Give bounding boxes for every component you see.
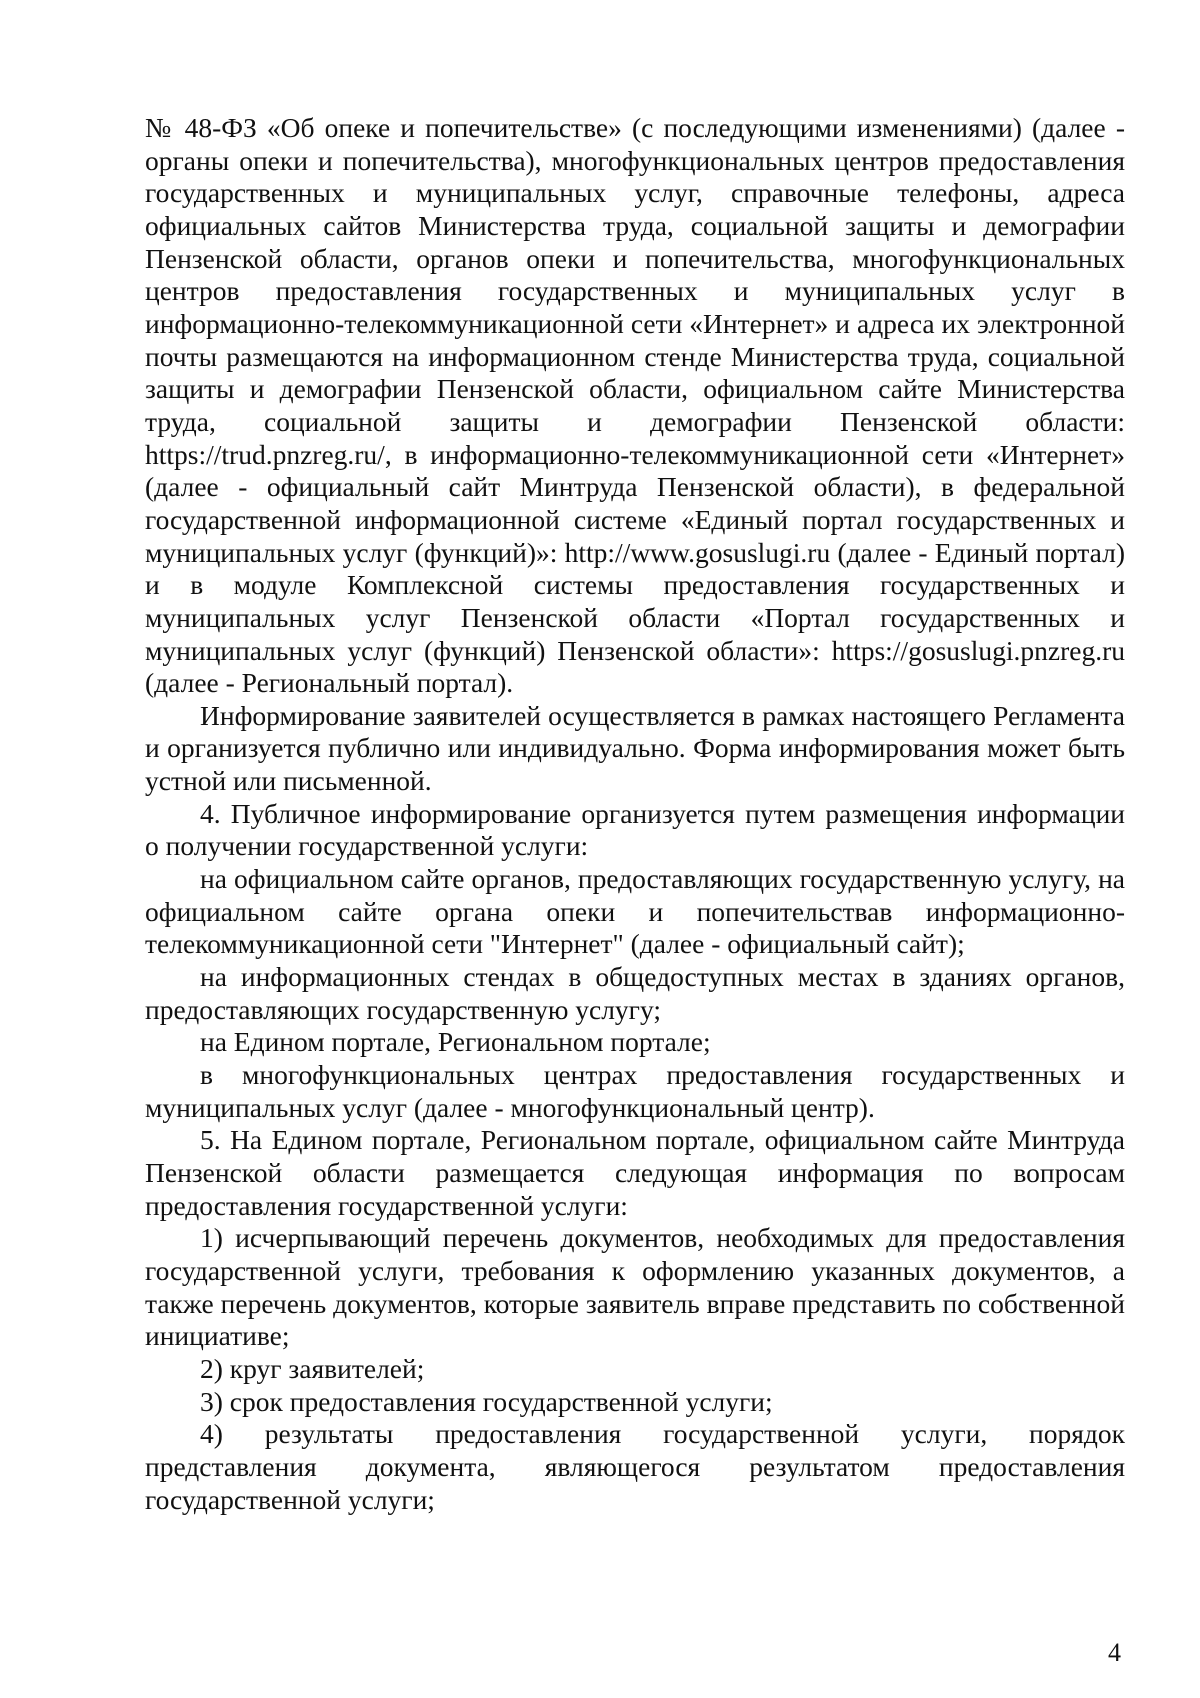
paragraph-item-5: 5. На Едином портале, Региональном портале, официальном сайте Минтруда Пензенской области размещается следующая информация по вопросам предоставления государственной услуги: xyxy=(145,1124,1125,1221)
paragraph-subitem-2: 2) круг заявителей; xyxy=(200,1352,425,1384)
paragraph-info-stands: на информационных стендах в общедоступных местах в зданиях органов, предоставляющих государственную услугу; xyxy=(145,961,1125,1025)
document-body xyxy=(145,112,1125,1516)
paragraph-informing: Информирование заявителей осуществляется в рамках настоящего Регламента и организуется публично или индивидуально. Форма информирования может быть устной или письменной. xyxy=(145,699,1125,797)
paragraph-portals: на Едином портале, Региональном портале; xyxy=(200,1026,711,1058)
paragraph-mfc: в многофункциональных центрах предоставления государственных и муниципальных услуг (далее - многофункциональный центр). xyxy=(145,1059,1125,1123)
paragraph-subitem-3: 3) срок предоставления государственной услуги; xyxy=(200,1385,773,1417)
paragraph-subitem-4: 4) результаты предоставления государственной услуги, порядок представления документа, являющегося результатом предоставления государственной услуги; xyxy=(145,1418,1125,1515)
paragraph-continuation: № 48-ФЗ «Об опеке и попечительстве» (с последующими изменениями) (далее - органы опеки и попечительства), многофункциональных центров предоставления государственных и муниципальных услуг, справочные телефоны, адреса официальных сайтов Министерства труда, социальной защиты и демографии Пензенской области, органов опеки и попечительства, многофункциональных центров предоставления государственных и муниципальных услуг в информационно-телекоммуникационной сети «Интернет» и адреса их электронной почты размещаются на информационном стенде Министерства труда, социальной защиты и демографии Пензенской области, официальном сайте Министерства труда, социальной защиты и демографии Пензенской области: https://trud.pnzreg.ru/, в информационно-телекоммуникационной сети «Интернет» (далее - официальный сайт Минтруда Пензенской области), в федеральной государственной информационной системе «Единый портал государственных и муниципальных услуг (функций)»: http://www.gosuslugi.ru (далее - Единый портал) и в модуле Комплексной системы предоставления государственных и муниципальных услуг Пензенской области «Портал государственных и муниципальных услуг (функций) Пензенской области»: https://gosuslugi.pnzreg.ru (далее - Региональный портал). xyxy=(145,112,1125,699)
page-number: 4 xyxy=(1108,1638,1121,1667)
paragraph-subitem-1: 1) исчерпывающий перечень документов, необходимых для предоставления государственной услуги, требования к оформлению указанных документов, а также перечень документов, которые заявитель вправе представить по собственной инициативе; xyxy=(145,1222,1125,1352)
paragraph-item-4: 4. Публичное информирование организуется путем размещения информации о получении государственной услуги: xyxy=(145,797,1125,862)
paragraph-official-site: на официальном сайте органов, предоставляющих государственную услугу, на официальном сайте органа опеки и попечительствав информационно-телекоммуникационной сети "Интернет" (далее - официальный сайт); xyxy=(145,863,1125,960)
